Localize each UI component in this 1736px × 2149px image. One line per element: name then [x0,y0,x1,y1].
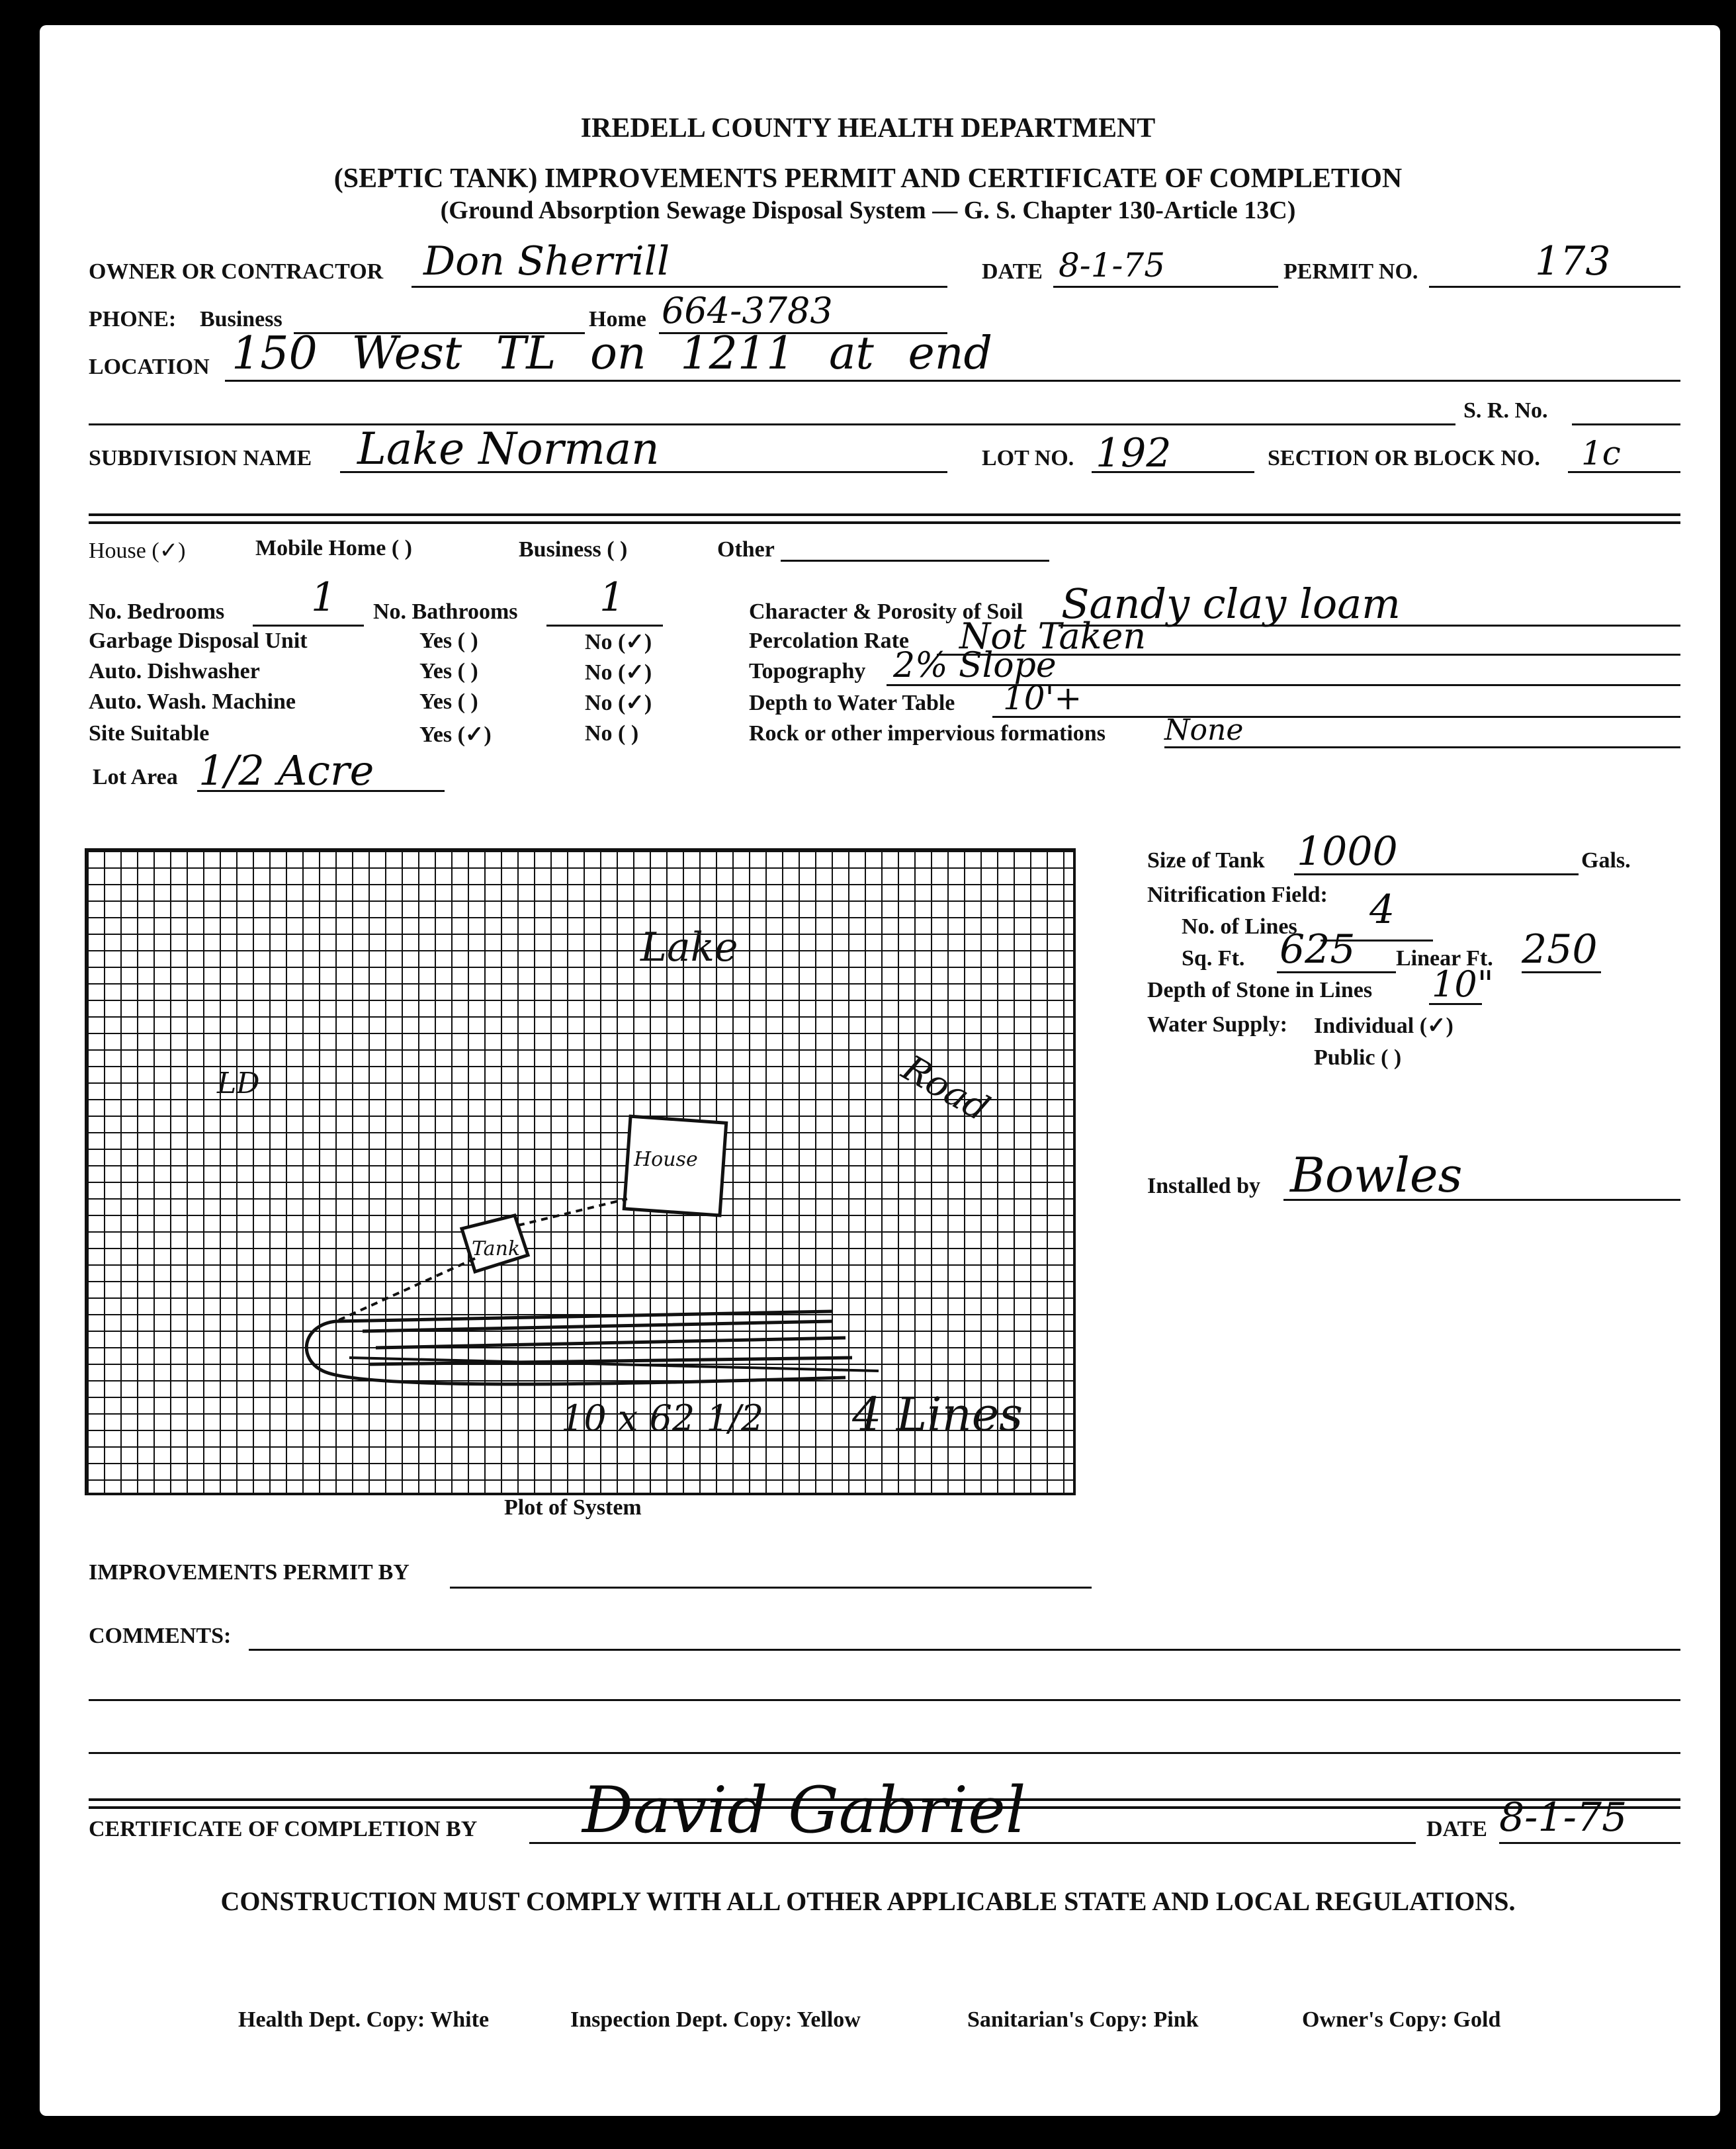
rock-label: Rock or other impervious formations [749,721,1106,746]
tank-sketch-label: Tank [472,1237,521,1260]
header-pipe-sketch [336,1258,475,1321]
home-phone-value: 664-3783 [662,290,833,331]
sq-ft-label: Sq. Ft. [1182,946,1245,971]
sr-no-label: S. R. No. [1463,398,1548,423]
business-option: Business ( ) [519,537,628,562]
section-label: SECTION OR BLOCK NO. [1268,446,1540,470]
comments-label: COMMENTS: [89,1624,232,1648]
stone-depth-label: Depth of Stone in Lines [1147,978,1373,1002]
bathrooms-label: No. Bathrooms [373,599,518,624]
installed-by-label: Installed by [1147,1174,1260,1198]
topography-value: 2% Slope [893,646,1057,685]
home-phone-label: Home [589,307,646,331]
lot-area-label: Lot Area [93,765,178,789]
soil-character-value: Sandy clay loam [1061,580,1401,628]
other-option: Other [717,537,775,562]
lot-no-value: 192 [1096,430,1172,476]
compliance-notice: CONSTRUCTION MUST COMPLY WITH ALL OTHER APPLICABLE STATE AND LOCAL REGULATIONS. [220,1886,1516,1916]
lines-note: 4 Lines [852,1387,1023,1442]
form-subtitle: (Ground Absorption Sewage Disposal System — G. S. Chapter 130-Article 13C) [440,197,1296,224]
field-dimensions: 10 x 62 1/2 [561,1397,764,1439]
water-table-label: Depth to Water Table [749,691,955,715]
owner-value: Don Sherrill [423,238,670,285]
rock-value: None [1164,713,1244,747]
garbage-disposal-yes: Yes ( ) [419,629,478,653]
subdivision-value: Lake Norman [357,423,660,474]
sq-ft-value: 625 [1280,926,1356,973]
tank-size-value: 1000 [1297,828,1398,875]
copy-owner: Owner's Copy: Gold [1302,2007,1501,2032]
location-value: 150 West TL on 1211 at end [232,328,993,380]
copy-sanitarian: Sanitarian's Copy: Pink [967,2007,1199,2032]
dishwasher-no: No (✓) [585,660,652,685]
water-table-value: 10'+ [1003,679,1082,717]
nitrification-lines [336,1311,852,1364]
business-phone-label: Business [200,307,282,331]
installed-by-value: Bowles [1290,1147,1463,1203]
permit-value: 173 [1535,238,1611,285]
tank-size-label: Size of Tank [1147,848,1265,873]
soil-character-label: Character & Porosity of Soil [749,599,1023,624]
left-sketch-note: LD [217,1067,260,1100]
owner-label: OWNER OR CONTRACTOR [89,259,384,284]
wash-machine-label: Auto. Wash. Machine [89,689,296,714]
garbage-disposal-label: Garbage Disposal Unit [89,629,308,653]
perc-rate-label: Percolation Rate [749,629,910,653]
plot-sketch [85,848,1076,1495]
lot-area-value: 1/2 Acre [198,746,374,795]
mobile-home-option: Mobile Home ( ) [255,536,412,560]
improvements-permit-label: IMPROVEMENTS PERMIT BY [89,1560,410,1585]
perc-rate-value: Not Taken [959,615,1147,657]
phone-label: PHONE: [89,307,177,331]
certificate-signature: David Gabriel [582,1773,1026,1847]
lake-sketch-label: Lake [640,924,738,971]
wash-machine-yes: Yes ( ) [419,689,478,714]
bedrooms-value: 1 [311,574,337,621]
location-label: LOCATION [89,355,210,379]
permit-label: PERMIT NO. [1283,259,1418,284]
certificate-label: CERTIFICATE OF COMPLETION BY [89,1817,478,1841]
gals-label: Gals. [1581,848,1631,873]
site-suitable-no: No ( ) [585,721,639,746]
nitrification-field-label: Nitrification Field: [1147,883,1328,907]
tank-pipe-sketch [518,1199,627,1225]
lot-no-label: LOT NO. [982,446,1074,470]
form-title: (SEPTIC TANK) IMPROVEMENTS PERMIT AND CERTIFICATE OF COMPLETION [333,163,1403,194]
date-label: DATE [982,259,1043,284]
section-value: 1c [1581,434,1621,472]
house-option: House (✓) [89,539,186,563]
subdivision-label: SUBDIVISION NAME [89,446,312,470]
no-of-lines-label: No. of Lines [1182,914,1297,939]
road-sketch-label: Road [895,1047,996,1129]
linear-ft-value: 250 [1522,926,1598,973]
plot-caption: Plot of System [504,1495,642,1520]
stone-depth-value: 10" [1432,963,1494,1005]
site-suitable-yes: Yes (✓) [419,723,492,747]
copy-health-dept: Health Dept. Copy: White [238,2007,490,2032]
certificate-date-value: 8-1-75 [1499,1794,1628,1841]
house-sketch-label: House [634,1148,698,1171]
site-suitable-label: Site Suitable [89,721,210,746]
bathrooms-value: 1 [599,574,625,621]
date-value: 8-1-75 [1059,246,1166,285]
dishwasher-yes: Yes ( ) [419,659,478,683]
linear-ft-label: Linear Ft. [1396,946,1493,971]
dishwasher-label: Auto. Dishwasher [89,659,260,683]
public-supply-option: Public ( ) [1314,1045,1402,1070]
certificate-date-label: DATE [1426,1817,1487,1841]
topography-label: Topography [749,659,866,683]
wash-machine-no: No (✓) [585,691,652,715]
copy-inspection-dept: Inspection Dept. Copy: Yellow [570,2007,861,2032]
garbage-disposal-no: No (✓) [585,630,652,654]
water-supply-label: Water Supply: [1147,1012,1287,1037]
department-title: IREDELL COUNTY HEALTH DEPARTMENT [580,113,1156,144]
no-of-lines-value: 4 [1369,887,1395,933]
individual-supply-option: Individual (✓) [1314,1014,1454,1038]
bedrooms-label: No. Bedrooms [89,599,225,624]
